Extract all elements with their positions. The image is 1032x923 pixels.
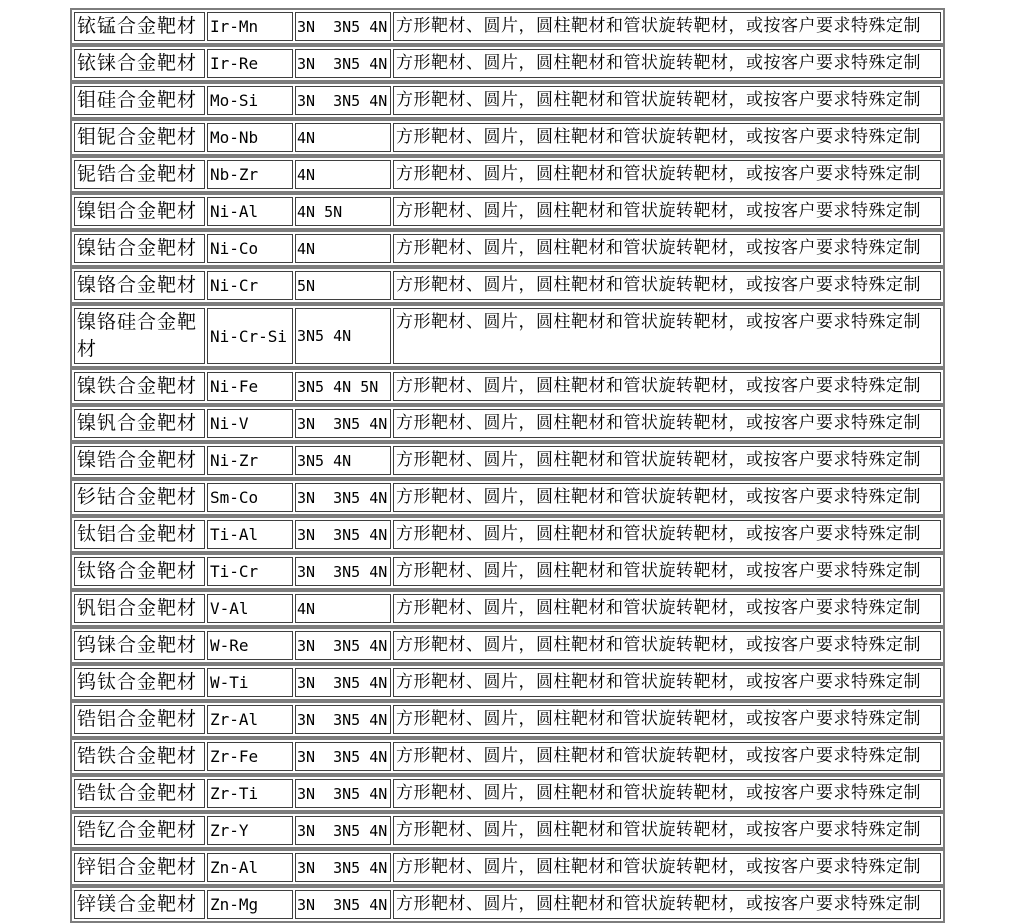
table-row: [70, 886, 945, 923]
formula-cell: Ni-Zr: [207, 446, 293, 475]
specs-cell: 方形靶材、圆片，圆柱靶材和管状旋转靶材，或按客户要求特殊定制: [393, 853, 941, 882]
formula-cell: Zr-Al: [207, 705, 293, 734]
formula-cell: Ni-Co: [207, 234, 293, 263]
specs-cell: 方形靶材、圆片，圆柱靶材和管状旋转靶材，或按客户要求特殊定制: [393, 520, 941, 549]
product-name-cell: 锆铝合金靶材: [74, 705, 205, 734]
product-name-cell: 锌铝合金靶材: [74, 853, 205, 882]
purity-cell: 3N 3N5 4N: [295, 409, 391, 438]
specs-cell: 方形靶材、圆片，圆柱靶材和管状旋转靶材，或按客户要求特殊定制: [393, 483, 941, 512]
product-name-cell: 铱锰合金靶材: [74, 12, 205, 41]
purity-cell: 3N 3N5 4N: [295, 705, 391, 734]
specs-cell: 方形靶材、圆片，圆柱靶材和管状旋转靶材，或按客户要求特殊定制: [393, 123, 941, 152]
formula-cell: Mo-Nb: [207, 123, 293, 152]
table-row: [70, 849, 945, 886]
table-row: [70, 82, 945, 119]
formula-cell: Zn-Mg: [207, 890, 293, 919]
purity-cell: 3N 3N5 4N: [295, 816, 391, 845]
table-row: [70, 812, 945, 849]
table-row: [70, 230, 945, 267]
purity-cell: 3N 3N5 4N: [295, 779, 391, 808]
formula-cell: Ti-Cr: [207, 557, 293, 586]
table-row: [70, 516, 945, 553]
specs-cell: 方形靶材、圆片，圆柱靶材和管状旋转靶材，或按客户要求特殊定制: [393, 779, 941, 808]
product-name-cell: 钒铝合金靶材: [74, 594, 205, 623]
specs-cell: 方形靶材、圆片，圆柱靶材和管状旋转靶材，或按客户要求特殊定制: [393, 409, 941, 438]
product-name-cell: 镍铬合金靶材: [74, 271, 205, 300]
formula-cell: Mo-Si: [207, 86, 293, 115]
formula-cell: Zr-Ti: [207, 779, 293, 808]
table-row: [70, 553, 945, 590]
specs-cell: 方形靶材、圆片，圆柱靶材和管状旋转靶材，或按客户要求特殊定制: [393, 705, 941, 734]
product-name-cell: 钼硅合金靶材: [74, 86, 205, 115]
purity-cell: 4N: [295, 234, 391, 263]
purity-cell: 3N 3N5 4N: [295, 86, 391, 115]
formula-cell: Ni-Al: [207, 197, 293, 226]
specs-cell: 方形靶材、圆片，圆柱靶材和管状旋转靶材，或按客户要求特殊定制: [393, 271, 941, 300]
specs-cell: 方形靶材、圆片，圆柱靶材和管状旋转靶材，或按客户要求特殊定制: [393, 197, 941, 226]
table-row: [70, 304, 945, 368]
formula-cell: W-Re: [207, 631, 293, 660]
purity-cell: 4N: [295, 123, 391, 152]
specs-cell: 方形靶材、圆片，圆柱靶材和管状旋转靶材，或按客户要求特殊定制: [393, 160, 941, 189]
purity-cell: 3N 3N5 4N: [295, 520, 391, 549]
table-row: [70, 405, 945, 442]
purity-cell: 3N5 4N: [295, 446, 391, 475]
specs-cell: 方形靶材、圆片，圆柱靶材和管状旋转靶材，或按客户要求特殊定制: [393, 890, 941, 919]
product-name-cell: 镍铁合金靶材: [74, 372, 205, 401]
table-row: [70, 479, 945, 516]
specs-cell: 方形靶材、圆片，圆柱靶材和管状旋转靶材，或按客户要求特殊定制: [393, 49, 941, 78]
table-row: [70, 267, 945, 304]
purity-cell: 3N 3N5 4N: [295, 890, 391, 919]
specs-cell: 方形靶材、圆片，圆柱靶材和管状旋转靶材，或按客户要求特殊定制: [393, 557, 941, 586]
purity-cell: 3N 3N5 4N: [295, 557, 391, 586]
specs-cell: 方形靶材、圆片，圆柱靶材和管状旋转靶材，或按客户要求特殊定制: [393, 12, 941, 41]
purity-cell: 3N 3N5 4N: [295, 483, 391, 512]
purity-cell: 4N: [295, 160, 391, 189]
alloy-target-table: [70, 8, 945, 923]
specs-cell: 方形靶材、圆片，圆柱靶材和管状旋转靶材，或按客户要求特殊定制: [393, 594, 941, 623]
table-row: [70, 193, 945, 230]
table-row: [70, 442, 945, 479]
purity-cell: 3N 3N5 4N: [295, 631, 391, 660]
product-name-cell: 锆钇合金靶材: [74, 816, 205, 845]
specs-cell: 方形靶材、圆片，圆柱靶材和管状旋转靶材，或按客户要求特殊定制: [393, 816, 941, 845]
product-name-cell: 镍钴合金靶材: [74, 234, 205, 263]
table-row: [70, 664, 945, 701]
purity-cell: 3N5 4N 5N: [295, 372, 391, 401]
formula-cell: Ni-Cr: [207, 271, 293, 300]
formula-cell: Ir-Re: [207, 49, 293, 78]
purity-cell: 3N5 4N: [295, 308, 391, 364]
formula-cell: Zr-Y: [207, 816, 293, 845]
table-row: [70, 45, 945, 82]
product-name-cell: 钼铌合金靶材: [74, 123, 205, 152]
purity-cell: 5N: [295, 271, 391, 300]
formula-cell: Ni-Fe: [207, 372, 293, 401]
table-row: [70, 590, 945, 627]
formula-cell: Zn-Al: [207, 853, 293, 882]
table-row: [70, 775, 945, 812]
table-row: [70, 156, 945, 193]
product-name-cell: 锆铁合金靶材: [74, 742, 205, 771]
specs-cell: 方形靶材、圆片，圆柱靶材和管状旋转靶材，或按客户要求特殊定制: [393, 446, 941, 475]
specs-cell: 方形靶材、圆片，圆柱靶材和管状旋转靶材，或按客户要求特殊定制: [393, 631, 941, 660]
product-name-cell: 镍铝合金靶材: [74, 197, 205, 226]
formula-cell: Ni-Cr-Si: [207, 308, 293, 364]
product-name-cell: 钐钴合金靶材: [74, 483, 205, 512]
specs-cell: 方形靶材、圆片，圆柱靶材和管状旋转靶材，或按客户要求特殊定制: [393, 742, 941, 771]
product-name-cell: 铱铼合金靶材: [74, 49, 205, 78]
formula-cell: Zr-Fe: [207, 742, 293, 771]
purity-cell: 3N 3N5 4N: [295, 853, 391, 882]
product-name-cell: 镍锆合金靶材: [74, 446, 205, 475]
formula-cell: Ni-V: [207, 409, 293, 438]
product-name-cell: 镍铬硅合金靶材: [74, 308, 205, 364]
product-name-cell: 钛铬合金靶材: [74, 557, 205, 586]
table-row: [70, 119, 945, 156]
formula-cell: Sm-Co: [207, 483, 293, 512]
formula-cell: V-Al: [207, 594, 293, 623]
purity-cell: 3N 3N5 4N: [295, 12, 391, 41]
product-name-cell: 铌锆合金靶材: [74, 160, 205, 189]
product-name-cell: 镍钒合金靶材: [74, 409, 205, 438]
table-row: [70, 8, 945, 45]
table-row: [70, 368, 945, 405]
table-row: [70, 701, 945, 738]
specs-cell: 方形靶材、圆片，圆柱靶材和管状旋转靶材，或按客户要求特殊定制: [393, 308, 941, 364]
product-name-cell: 钨铼合金靶材: [74, 631, 205, 660]
specs-cell: 方形靶材、圆片，圆柱靶材和管状旋转靶材，或按客户要求特殊定制: [393, 234, 941, 263]
formula-cell: Ir-Mn: [207, 12, 293, 41]
purity-cell: 3N 3N5 4N: [295, 668, 391, 697]
purity-cell: 4N 5N: [295, 197, 391, 226]
specs-cell: 方形靶材、圆片，圆柱靶材和管状旋转靶材，或按客户要求特殊定制: [393, 372, 941, 401]
purity-cell: 3N 3N5 4N: [295, 49, 391, 78]
product-name-cell: 钨钛合金靶材: [74, 668, 205, 697]
specs-cell: 方形靶材、圆片，圆柱靶材和管状旋转靶材，或按客户要求特殊定制: [393, 86, 941, 115]
table-row: [70, 627, 945, 664]
formula-cell: Nb-Zr: [207, 160, 293, 189]
purity-cell: 3N 3N5 4N: [295, 742, 391, 771]
formula-cell: W-Ti: [207, 668, 293, 697]
formula-cell: Ti-Al: [207, 520, 293, 549]
purity-cell: 4N: [295, 594, 391, 623]
product-name-cell: 钛铝合金靶材: [74, 520, 205, 549]
product-name-cell: 锆钛合金靶材: [74, 779, 205, 808]
product-name-cell: 锌镁合金靶材: [74, 890, 205, 919]
table-row: [70, 738, 945, 775]
specs-cell: 方形靶材、圆片，圆柱靶材和管状旋转靶材，或按客户要求特殊定制: [393, 668, 941, 697]
